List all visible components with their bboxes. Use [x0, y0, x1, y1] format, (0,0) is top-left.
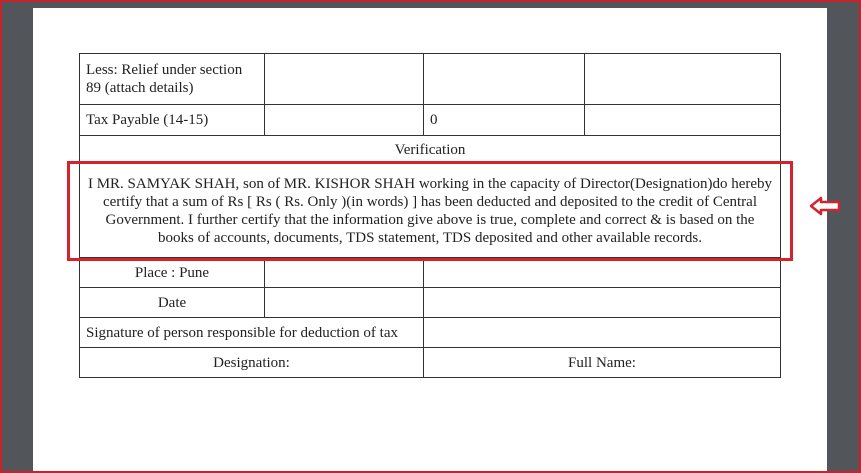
verification-heading-row: [80, 136, 781, 164]
left-arrow-icon: [808, 196, 842, 216]
verification-statement: I MR. SAMYAK SHAH, son of MR. KISHOR SHAH working in the capacity of Director(Designation)do hereby certify that a sum of Rs [ Rs ( Rs. Only )(in words) ] has been deducted and deposited to the credit of Central Government. I further certify that the information give above is true, complete and correct & is based on the books of accounts, documents, TDS statement, TDS deposited and other available records.: [80, 164, 781, 258]
tax-payable-row: [80, 105, 781, 136]
full-name-label: Full Name:: [424, 348, 781, 378]
signature-row: [80, 318, 781, 348]
date-row: [80, 288, 781, 318]
place-extra-cell: [424, 258, 781, 288]
relief-label: Less: Relief under section 89 (attach details): [80, 54, 265, 105]
place-label: Place : Pune: [80, 258, 265, 288]
signature-label: Signature of person responsible for deduction of tax: [80, 318, 424, 348]
place-row: [80, 258, 781, 288]
relief-row: [80, 54, 781, 105]
place-value-cell: [265, 258, 424, 288]
designation-row: [80, 348, 781, 378]
relief-cell-2: [265, 54, 424, 105]
date-label: Date: [80, 288, 265, 318]
date-value-cell: [265, 288, 424, 318]
tax-payable-cell-4: [585, 105, 781, 136]
signature-cell: [424, 318, 781, 348]
tax-payable-label: Tax Payable (14-15): [80, 105, 265, 136]
date-extra-cell: [424, 288, 781, 318]
relief-cell-4: [585, 54, 781, 105]
document-page: [33, 8, 827, 473]
tax-payable-cell-2: [265, 105, 424, 136]
relief-cell-3: [424, 54, 585, 105]
designation-label: Designation:: [80, 348, 424, 378]
verification-statement-row: [80, 164, 781, 258]
verification-heading: Verification: [80, 136, 781, 164]
tax-verification-table: [79, 53, 781, 378]
tax-payable-value: 0: [424, 105, 585, 136]
